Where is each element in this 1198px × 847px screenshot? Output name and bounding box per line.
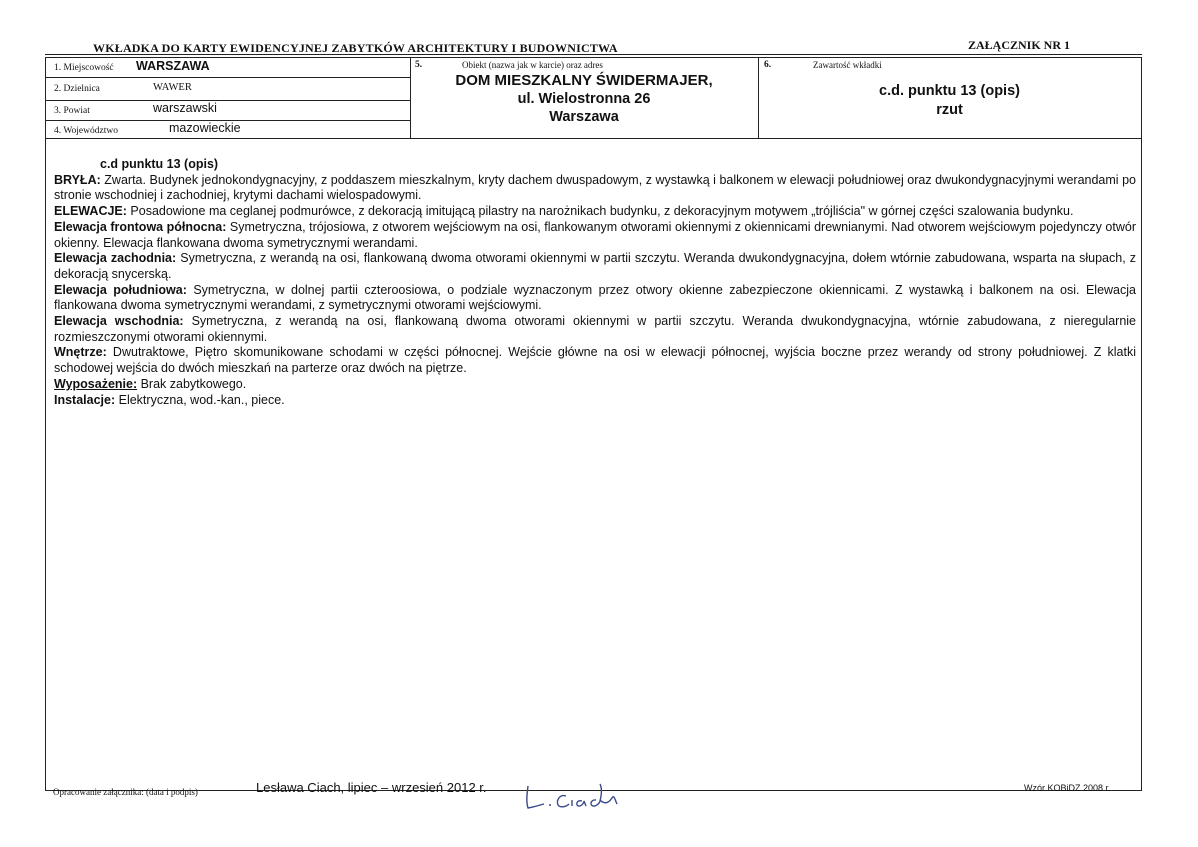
paragraph-wyposazenie <box>54 377 1136 393</box>
wojewodztwo-label: 4. Województwo <box>54 126 118 136</box>
paragraph-elewacja-poludniowa <box>54 283 1136 314</box>
paragraph-text: Symetryczna, trójosiowa, z otworem wejściowym na osi, flankowanym otworami okiennymi z okiennicami drewnianymi. Nad otworem wejściowym pojedynczy otwór okienny. Elewacja flankowana dwoma symetrycznymi werandami. <box>54 219 1136 250</box>
contents-number: 6. <box>764 60 772 70</box>
header-bottom-divider <box>46 138 1141 139</box>
paragraph-text: Dwutraktowe, Piętro skomunikowane schodami w części północnej. Wejście główne na osi w elewacji północnej, wyjścia boczne przez werandy od strony południowej. Z klatki schodowej wejścia do dwóch mieszkań na parterze oraz dwóch na piętrze. <box>54 345 1136 376</box>
paragraph-text: Symetryczna, z werandą na osi, flankowaną dwoma otworami okiennymi w partii szczytu. Weranda dwukondygnacyjna, dołem wtórnie zabudowana, wsparta na słupach, z dekoracją snycerską. <box>54 251 1136 281</box>
paragraph-elewacja-zachodnia <box>54 251 1136 282</box>
paragraph-elewacja-wschodnia <box>54 314 1136 345</box>
paragraph-heading: Elewacja zachodnia: <box>54 251 177 266</box>
row-divider <box>46 100 410 101</box>
contents-label: Zawartość wkładki <box>813 60 882 70</box>
powiat-label: 3. Powiat <box>54 106 90 116</box>
paragraph-heading: Wnętrze: <box>54 345 107 360</box>
paragraph-heading: Elewacja wschodnia: <box>54 314 184 329</box>
row-divider <box>46 77 410 78</box>
paragraph-text: Posadowione ma ceglanej podmurówce, z dekoracją imitującą pilastry na narożnikach budynku, z dekoracyjnym motywem „trójliścia" w górnej części szalowania budynku. <box>126 204 1074 219</box>
paragraph-wnetrze <box>54 345 1136 376</box>
paragraph-elewacja-polnocna <box>54 220 1136 251</box>
contents-line1: c.d. punktu 13 (opis) <box>879 83 1020 99</box>
object-street: ul. Wielostronna 26 <box>517 91 651 107</box>
footer-label: Opracowanie załącznika: (data i podpis) <box>53 787 198 797</box>
paragraph-heading: Elewacja południowa: <box>54 282 187 297</box>
paragraph-heading: Elewacja frontowa północna: <box>54 219 227 234</box>
form-title: WKŁADKA DO KARTY EWIDENCYJNEJ ZABYTKÓW ARCHITEKTURY I BUDOWNICTWA <box>93 41 618 55</box>
paragraph-text: Zwarta. Budynek jednokondygnacyjny, z poddaszem mieszkalnym, kryty dachem dwuspadowym, z wystawką i balkonem w elewacji południowej oraz dwukondygnacyjnymi werandami po stronie wschodniej i zachodniej, krytymi dachami wielospadowymi. <box>54 172 1136 203</box>
form-model: Wzór KOBiDZ 2008 r. <box>1024 783 1111 793</box>
paragraph-text: Symetryczna, w dolnej partii czteroosiowa, o podziale wyznaczonym przez otwory okienne zabezpieczone okiennicami. Z wystawką i balkonem na osi. Elewacja flankowana dwoma symetrycznymi werandami, z symetrycznymi otworami wejściowymi. <box>54 282 1136 313</box>
miejscowosc-label: 1. Miejscowość <box>54 63 114 73</box>
miejscowosc-value: WARSZAWA <box>136 59 210 73</box>
wojewodztwo-value: mazowieckie <box>169 121 241 135</box>
paragraph-instalacje <box>54 393 1136 409</box>
object-number: 5. <box>415 60 423 70</box>
paragraph-bryla <box>54 173 1136 204</box>
object-city: Warszawa <box>549 109 619 125</box>
paragraph-elewacje <box>54 204 1136 220</box>
paragraph-heading: Wyposażenie: <box>54 376 138 391</box>
paragraph-text: Symetryczna, z werandą na osi, flankowaną dwoma otworami okiennymi w partii szczytu. Weranda dwukondygnacyjna, wtórnie zabudowana, z nieregularnie rozmieszczonymi otworami okiennymi. <box>54 314 1137 344</box>
body-subtitle: c.d punktu 13 (opis) <box>100 157 219 171</box>
object-label: Obiekt (nazwa jak w karcie) oraz adres <box>462 60 603 70</box>
signature-image <box>520 778 630 812</box>
powiat-value: warszawski <box>153 101 217 115</box>
dzielnica-value: WAWER <box>153 82 192 93</box>
paragraph-text: Elektryczna, wod.-kan., piece. <box>115 392 285 407</box>
paragraph-heading: Instalacje: <box>54 392 116 407</box>
handwritten-signature <box>520 778 630 817</box>
annex-number: ZAŁĄCZNIK NR 1 <box>968 38 1071 52</box>
footer-author: Lesława Ciach, lipiec – wrzesień 2012 r. <box>256 780 487 795</box>
paragraph-heading: BRYŁA: <box>54 172 101 187</box>
description-body <box>54 157 1136 408</box>
dzielnica-label: 2. Dzielnica <box>54 84 100 94</box>
paragraph-text: Brak zabytkowego. <box>137 376 247 391</box>
object-name: DOM MIESZKALNY ŚWIDERMAJER, <box>455 72 713 89</box>
top-rule <box>45 54 1142 55</box>
paragraph-heading: ELEWACJE: <box>54 204 127 219</box>
contents-line2: rzut <box>936 102 963 118</box>
